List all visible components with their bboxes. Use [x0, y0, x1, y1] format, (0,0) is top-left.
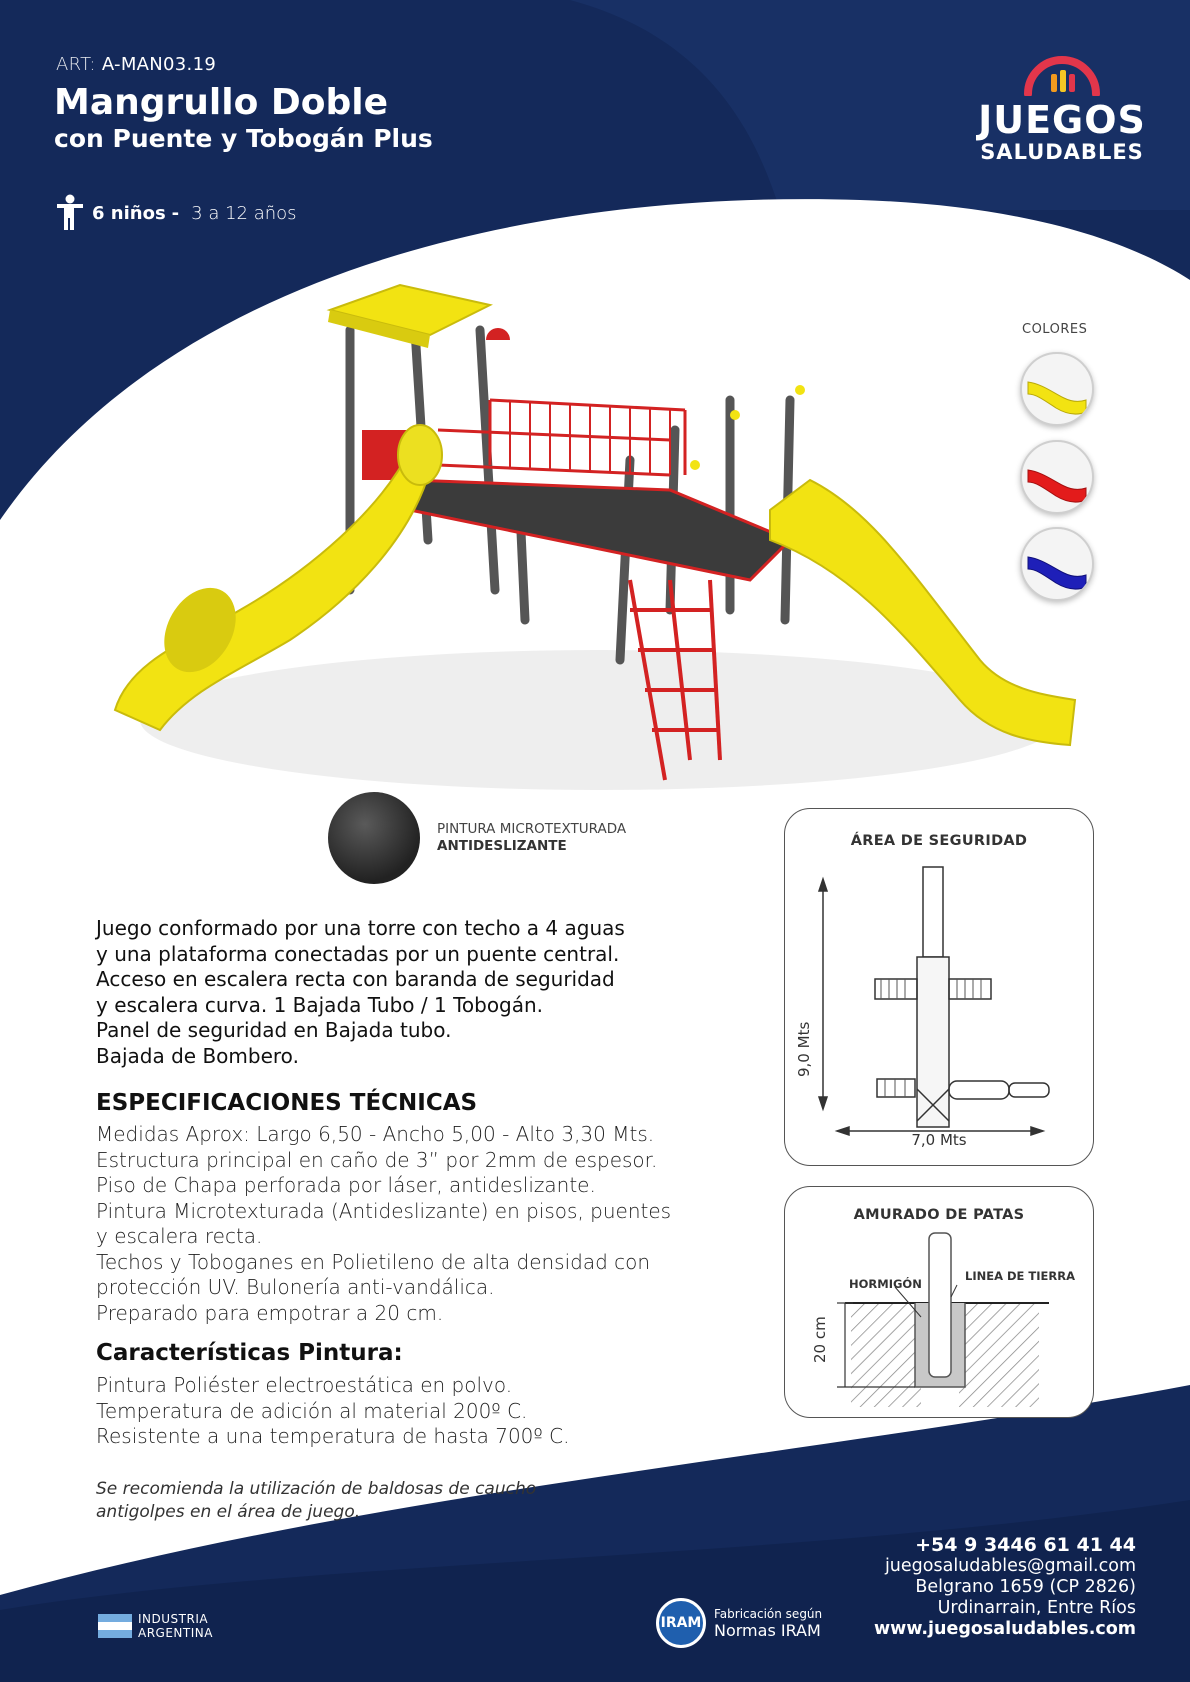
recommendation-line-2: antigolpes en el área de juego.: [96, 1502, 361, 1522]
contact-phone[interactable]: +54 9 3446 61 41 44: [915, 1534, 1136, 1556]
anchoring-diagram: [785, 1227, 1093, 1417]
recommendation-note: [96, 1478, 616, 1524]
paint-badge-label: [437, 821, 626, 855]
spec-line: Techos y Toboganes en Polietileno de alta densidad con: [96, 1249, 651, 1274]
iram-line-1: Fabricación según: [714, 1606, 823, 1621]
logo-line-1: JUEGOS: [978, 98, 1146, 142]
rainbow-arch-icon: [1020, 54, 1104, 96]
contact-block: [874, 1535, 1136, 1640]
product-description: [96, 916, 696, 1069]
specs-title: ESPECIFICACIONES TÉCNICAS: [96, 1090, 478, 1116]
description-line: y una plataforma conectadas por un puente central.: [96, 941, 620, 966]
description-line: Acceso en escalera recta con baranda de seguridad: [96, 967, 615, 991]
age-range: 3 a 12 años: [191, 202, 297, 224]
contact-address-2: Urdinarrain, Entre Ríos: [937, 1598, 1136, 1618]
paint-list: [96, 1373, 696, 1450]
spec-line: Estructura principal en caño de 3” por 2mm de espesor.: [96, 1147, 658, 1172]
capacity-info: [56, 194, 297, 232]
product-subtitle: con Puente y Tobogán Plus: [54, 124, 433, 153]
spec-line: protección UV. Bulonería anti-vandálica.: [96, 1275, 495, 1299]
safety-height-label: 9,0 Mts: [795, 1021, 813, 1077]
safety-area-title: ÁREA DE SEGURIDAD: [850, 833, 1028, 849]
paint-title: Características Pintura:: [96, 1340, 403, 1366]
contact-email[interactable]: juegosaludables@gmail.com: [884, 1556, 1136, 1576]
spec-line: Pintura Microtexturada (Antideslizante) en pisos, puentes: [96, 1198, 672, 1223]
paint-line: Resistente a una temperatura de hasta 700º C.: [96, 1424, 570, 1448]
capacity-separator: -: [171, 202, 180, 224]
yellow-slide-icon: [1022, 354, 1092, 424]
spec-line: Piso de Chapa perforada por láser, antideslizante.: [96, 1173, 596, 1197]
spec-line: y escalera recta.: [96, 1224, 263, 1248]
spec-line: Preparado para empotrar a 20 cm.: [96, 1300, 444, 1325]
color-swatch-red[interactable]: [1020, 440, 1094, 514]
capacity-count: 6 niños: [92, 202, 166, 224]
color-swatch-blue[interactable]: [1020, 527, 1094, 601]
anchoring-box: [784, 1186, 1094, 1418]
paint-line: Pintura Poliéster electroestática en polvo.: [96, 1373, 513, 1397]
article-code: [56, 54, 216, 75]
color-swatch-yellow[interactable]: [1020, 352, 1094, 426]
iram-badge: [656, 1598, 822, 1648]
iram-logo-icon: IRAM: [656, 1598, 706, 1648]
paint-badge-line-1: PINTURA MICROTEXTURADA: [437, 821, 627, 837]
contact-address-1: Belgrano 1659 (CP 2826): [915, 1577, 1136, 1597]
logo-line-2: SALUDABLES: [980, 140, 1144, 164]
swatch-fill-yellow: [1028, 382, 1086, 414]
description-line: Panel de seguridad en Bajada tubo.: [96, 1018, 452, 1042]
industria-argentina: [98, 1612, 213, 1640]
description-line: y escalera curva. 1 Bajada Tubo / 1 Tobogán.: [96, 992, 544, 1017]
blue-slide-icon: [1022, 529, 1092, 599]
swatch-fill-red: [1028, 470, 1086, 502]
anchoring-title: AMURADO DE PATAS: [853, 1207, 1025, 1223]
article-code-value: A-MAN03.19: [101, 54, 217, 75]
child-icon: [56, 194, 84, 232]
ground-line-label: LINEA DE TIERRA: [965, 1269, 1075, 1283]
article-code-label: ART:: [56, 54, 96, 75]
contact-website[interactable]: www.juegosaludables.com: [873, 1619, 1136, 1639]
safety-area-box: [784, 808, 1094, 1166]
product-title: Mangrullo Doble: [54, 82, 388, 123]
swatch-fill-blue: [1028, 557, 1086, 589]
description-line: Bajada de Bombero.: [96, 1043, 299, 1068]
playground-illustration: [110, 280, 1080, 800]
description-line: Juego conformado por una torre con techo a 4 aguas: [96, 916, 625, 940]
safety-width-label: 7,0 Mts: [911, 1131, 967, 1149]
spec-line: Medidas Aprox: Largo 6,50 - Ancho 5,00 - Alto 3,30 Mts.: [96, 1122, 655, 1146]
brand-logo: [972, 54, 1152, 164]
industry-line-2: ARGENTINA: [138, 1626, 213, 1640]
concrete-label: HORMIGÓN: [849, 1277, 922, 1291]
specs-list: [96, 1122, 696, 1326]
textured-paint-sample: [328, 792, 420, 884]
recommendation-line-1: Se recomienda la utilización de baldosas de caucho: [96, 1479, 537, 1499]
iram-line-2: Normas IRAM: [714, 1620, 821, 1640]
colors-title: COLORES: [1022, 322, 1088, 337]
depth-label: 20 cm: [811, 1316, 829, 1363]
safety-area-diagram: [785, 859, 1093, 1159]
red-slide-icon: [1022, 442, 1092, 512]
industry-line-1: INDUSTRIA: [138, 1612, 209, 1626]
paint-line: Temperatura de adición al material 200º C.: [96, 1398, 528, 1423]
paint-badge-line-2: ANTIDESLIZANTE: [437, 838, 567, 854]
argentina-flag-icon: [98, 1614, 132, 1638]
